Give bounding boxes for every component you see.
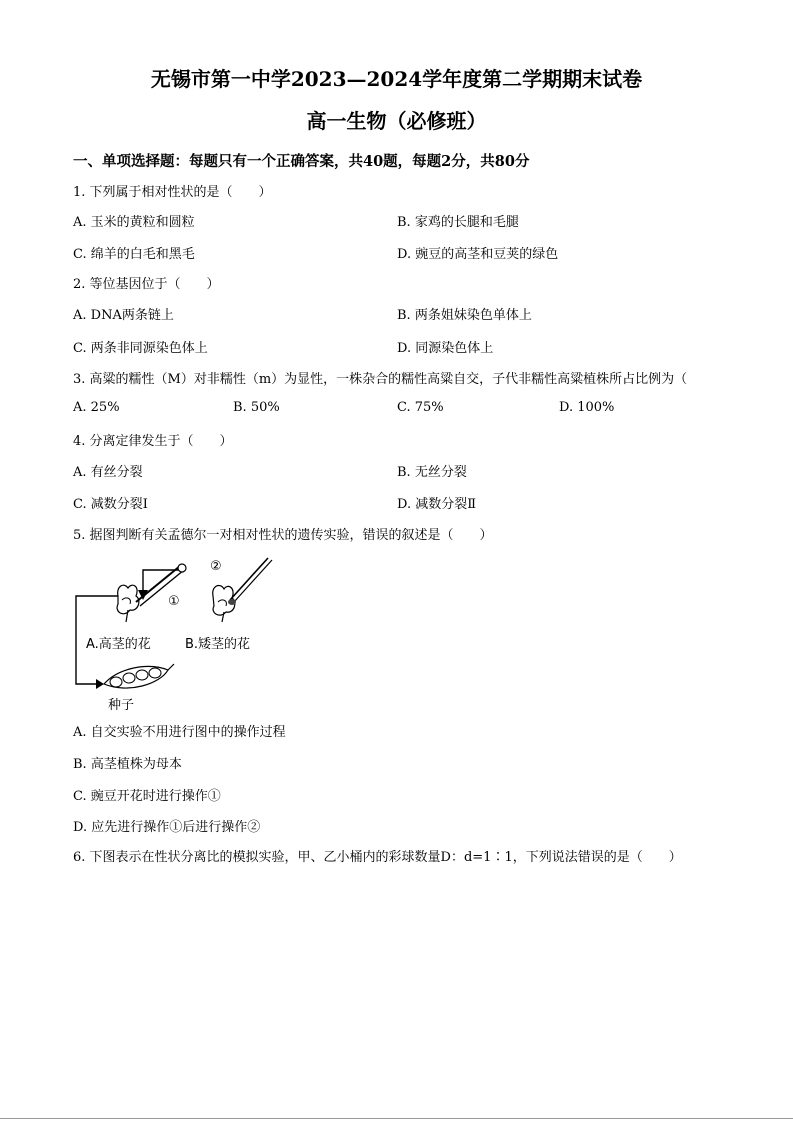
page-bottom-rule bbox=[0, 1118, 793, 1119]
question-3-option-a: A. 25% bbox=[73, 400, 120, 415]
exam-title: 无锡市第一中学2023—2024学年度第二学期期末试卷 bbox=[150, 67, 643, 91]
question-2-option-d: D. 同源染色体上 bbox=[397, 341, 494, 356]
label-tall-flower: A.高茎的花 bbox=[86, 637, 151, 652]
question-3-option-b: B. 50% bbox=[233, 400, 280, 415]
label-short-flower: B.矮茎的花 bbox=[185, 637, 251, 652]
question-2-option-a: A. DNA两条链上 bbox=[73, 308, 174, 323]
question-5-option-b: B. 高茎植株为母本 bbox=[73, 757, 182, 772]
question-4-stem: 4. 分离定律发生于（ ） bbox=[73, 434, 233, 449]
label-seed: 种子 bbox=[108, 698, 135, 713]
question-3-option-c: C. 75% bbox=[397, 400, 444, 415]
question-4-option-b: B. 无丝分裂 bbox=[397, 465, 467, 480]
question-5-stem: 5. 据图判断有关孟德尔一对相对性状的遗传实验，错误的叙述是（ ） bbox=[73, 528, 493, 543]
question-4-option-c: C. 减数分裂Ⅰ bbox=[73, 497, 148, 512]
pollination-figure bbox=[68, 556, 278, 716]
question-5-option-a: A. 自交实验不用进行图中的操作过程 bbox=[73, 725, 286, 740]
question-4-option-d: D. 减数分裂Ⅱ bbox=[397, 497, 477, 512]
exam-subtitle: 高一生物（必修班） bbox=[306, 109, 487, 133]
question-3-stem: 3. 高粱的糯性（M）对非糯性（m）为显性，一株杂合的糯性高粱自交，子代非糯性高粱植株所占比例为（ bbox=[73, 372, 688, 387]
marker-step-1: ① bbox=[168, 594, 180, 609]
question-5-option-d: D. 应先进行操作①后进行操作② bbox=[73, 820, 261, 835]
question-2-stem: 2. 等位基因位于（ ） bbox=[73, 277, 220, 292]
seed-pod-icon bbox=[104, 664, 174, 688]
question-1-option-b: B. 家鸡的长腿和毛腿 bbox=[397, 215, 519, 230]
question-2-option-c: C. 两条非同源染色体上 bbox=[73, 341, 208, 356]
marker-step-2: ② bbox=[210, 559, 222, 574]
section-heading: 一、单项选择题：每题只有一个正确答案，共40题，每题2分，共80分 bbox=[73, 153, 530, 170]
question-1-stem: 1. 下列属于相对性状的是（ ） bbox=[73, 185, 272, 200]
question-1-option-a: A. 玉米的黄粒和圆粒 bbox=[73, 215, 195, 230]
tall-stem-flower-icon bbox=[117, 585, 139, 622]
question-4-option-a: A. 有丝分裂 bbox=[73, 465, 143, 480]
brush-icon bbox=[228, 558, 272, 605]
question-1-option-c: C. 绵羊的白毛和黑毛 bbox=[73, 247, 195, 262]
question-2-option-b: B. 两条姐妹染色单体上 bbox=[397, 308, 532, 323]
question-6-stem: 6. 下图表示在性状分离比的模拟实验，甲、乙小桶内的彩球数量D：d=1∶1，下列说法错误的是（ ） bbox=[73, 850, 682, 865]
question-1-option-d: D. 豌豆的高茎和豆荚的绿色 bbox=[397, 247, 559, 262]
question-5-option-c: C. 豌豆开花时进行操作① bbox=[73, 789, 221, 804]
question-3-option-d: D. 100% bbox=[559, 400, 615, 415]
